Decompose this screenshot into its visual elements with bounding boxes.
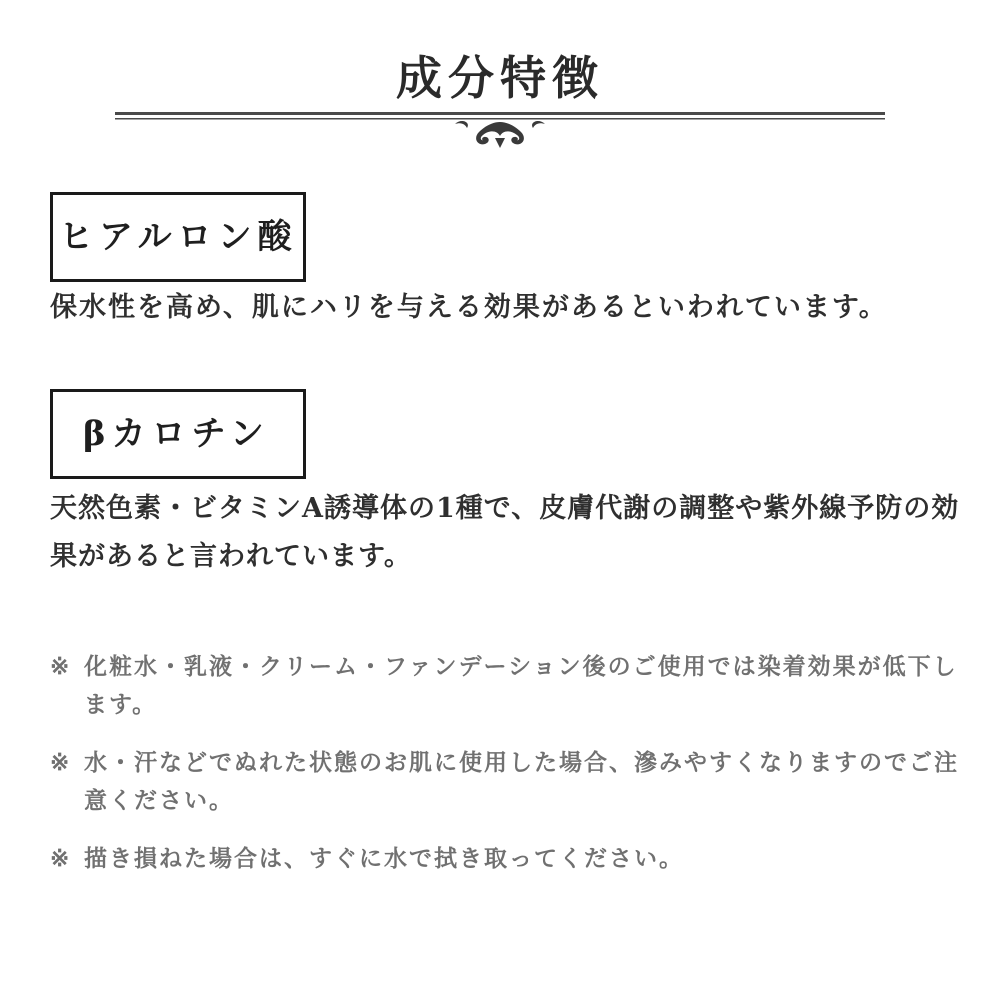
ingredient-description: 保水性を高め、肌にハリを与える効果があるといわれています。 [50,292,888,323]
ingredient-label-box: βカロチン [50,389,306,479]
note-text: 化粧水・乳液・クリーム・ファンデーション後のご使用では染着効果が低下します。 [84,653,958,718]
decorative-divider [115,108,885,152]
note-text: 水・汗などでぬれた状態のお肌に使用した場合、滲みやすくなりますのでご注意ください。 [84,749,959,814]
note-text: 描き損ねた場合は、すぐに水で拭き取ってください。 [84,845,684,872]
note-item [50,648,960,724]
page-title: 成分特徴 [396,51,604,105]
note-item [50,744,960,820]
note-item [50,840,960,878]
reference-mark: ※ [50,653,72,680]
reference-mark: ※ [50,749,72,776]
notes-list [50,648,960,898]
ingredient-description: 天然色素・ビタミンA誘導体の1種で、皮膚代謝の調整や紫外線予防の効果があると言われています。 [50,493,960,572]
ingredient-label-box: ヒアルロン酸 [50,192,306,282]
ingredient-beta-carotene [50,389,960,581]
reference-mark: ※ [50,845,72,872]
ingredient-hyaluronic-acid [50,192,960,332]
